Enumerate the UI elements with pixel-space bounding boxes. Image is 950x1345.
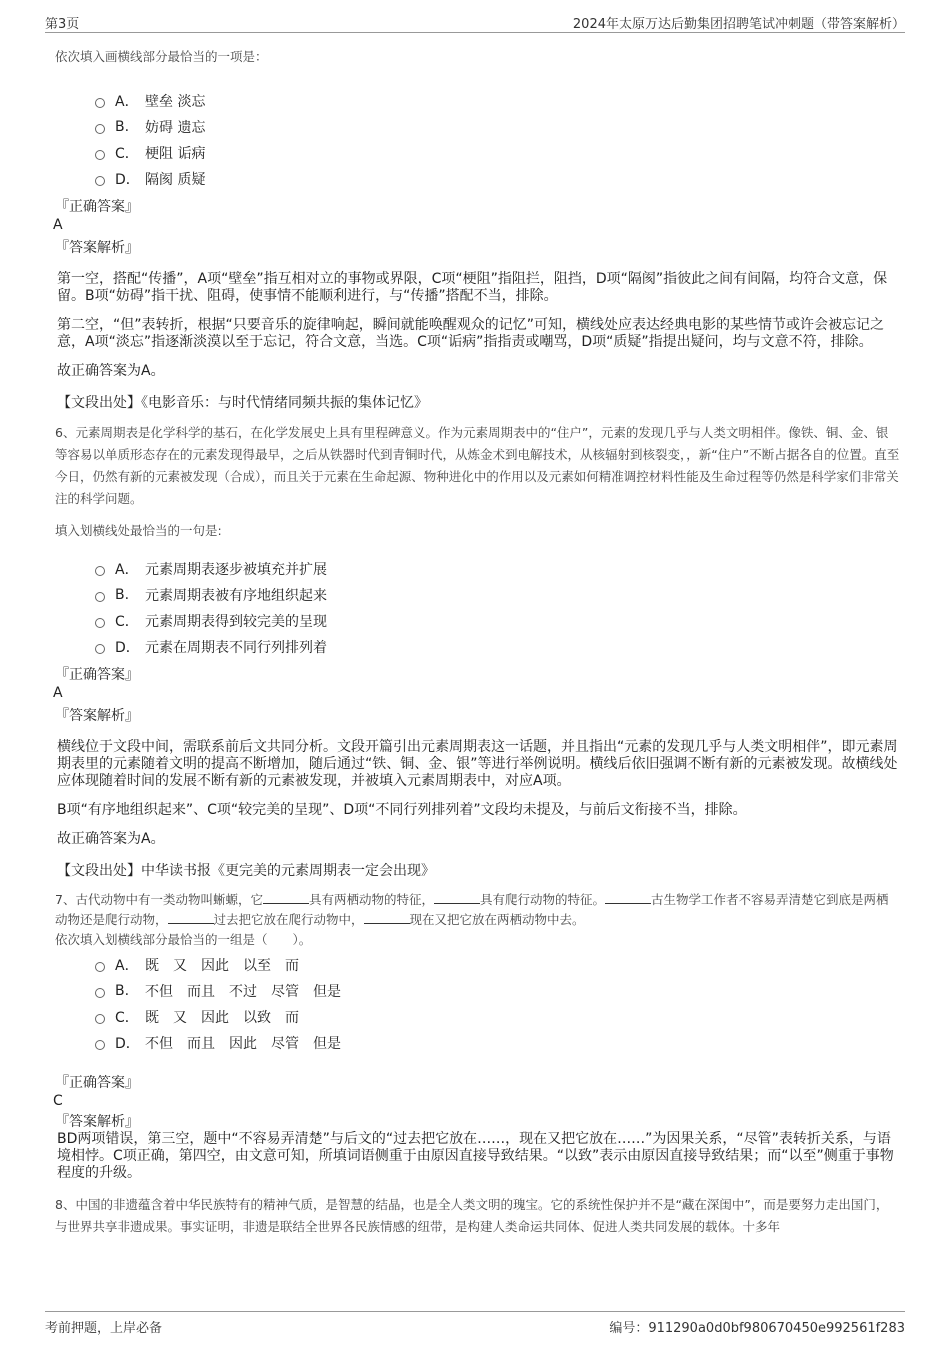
q7-option-b[interactable]: [95, 978, 900, 1004]
q6-answer-label: 『正确答案』: [55, 667, 139, 683]
q6-option-b[interactable]: [95, 582, 900, 608]
q7-analysis: BD两项错误，第三空，题中“不容易弄清楚”与后文的“过去把它放在……，现在又把它放在……”为因果关系，“尽管”表转折关系，与语境相悖。C项正确，第四空，由文意可知，所填词语侧重于由原因直接导致结果。“以致”表示由原因直接导致结果；而“以至”侧重于事物程度的升级。: [57, 1131, 894, 1181]
radio-icon[interactable]: [95, 124, 105, 134]
option-text: 梗阻 诟病: [145, 146, 206, 162]
radio-icon[interactable]: [95, 150, 105, 160]
q7-option-a[interactable]: [95, 952, 900, 978]
option-text: 壁垒 淡忘: [145, 94, 206, 110]
q7-stem-part: 具有两栖动物的特征，: [308, 892, 434, 907]
q5-options: [95, 88, 900, 192]
option-key: A．: [115, 958, 139, 974]
radio-icon[interactable]: [95, 618, 105, 628]
option-text: 元素周期表逐步被填充并扩展: [145, 562, 327, 578]
q6-source: 【文段出处】中华读书报《更完美的元素周期表一定会出现》: [57, 863, 435, 879]
q7-stem-part: 过去把它放在爬行动物中，: [213, 912, 364, 927]
q6-option-a[interactable]: [95, 556, 900, 582]
document-code: 编号：911290a0d0bf980670450e992561f283: [609, 1321, 905, 1336]
q7-option-c[interactable]: [95, 1004, 900, 1030]
q7-stem-part: 7、古代动物中有一类动物叫蜥螈，它: [55, 892, 263, 907]
fill-blank: [605, 891, 651, 904]
radio-icon[interactable]: [95, 566, 105, 576]
option-key: C．: [115, 146, 139, 162]
q7-stem-part: 现在又把它放在两栖动物中去。: [409, 912, 585, 927]
q6-stem: 6、元素周期表是化学科学的基石，在化学发展史上具有里程碑意义。作为元素周期表中的“住户”，元素的发现几乎与人类文明相伴。像铁、铜、金、银等容易以单质形态存在的元素发现得最早，之后从铁器时代到青铜时代，从炼金术到电解技术，从核辐射到核裂变，，新“住户”不断占据各自的位置。直至今日，仍然有新的元素被发现（合成），而且关于元素在生命起源、物种进化中的作用以及元素如何精准调控材料性能及生命过程等仍然是科学家们非常关注的科学问题。: [55, 425, 900, 506]
fill-blank: [364, 911, 410, 924]
option-key: C．: [115, 614, 139, 630]
radio-icon[interactable]: [95, 176, 105, 186]
q5-option-c[interactable]: [95, 140, 900, 166]
document-title: 2024年太原万达后勤集团招聘笔试冲刺题（带答案解析）: [572, 17, 905, 32]
footer-slogan: 考前押题，上岸必备: [45, 1321, 163, 1336]
radio-icon[interactable]: [95, 1014, 105, 1024]
page-number: 第3页: [45, 17, 80, 32]
q5-answer: A: [53, 217, 63, 233]
option-text: 元素周期表得到较完美的呈现: [145, 614, 327, 630]
q5-option-b[interactable]: [95, 114, 900, 140]
q7-prompt: 依次填入划横线部分最恰当的一组是（ ）。: [55, 932, 312, 947]
q5-analysis-p3: 故正确答案为A。: [57, 363, 165, 379]
q7-answer: C: [53, 1093, 63, 1109]
q7-answer-label: 『正确答案』: [55, 1075, 139, 1091]
radio-icon[interactable]: [95, 644, 105, 654]
radio-icon[interactable]: [95, 1040, 105, 1050]
option-key: B.: [115, 119, 130, 135]
q5-option-a[interactable]: [95, 88, 900, 114]
fill-blank: [263, 891, 309, 904]
q7-stem-part: 具有爬行动物的特征。: [479, 892, 605, 907]
page-header: [45, 10, 905, 33]
option-key: A．: [115, 94, 139, 110]
option-key: C．: [115, 1010, 139, 1026]
q5-analysis-p2: 第二空，“但”表转折，根据“只要音乐的旋律响起，瞬间就能唤醒观众的记忆”可知，横线处应表达经典电影的某些情节或许会被忘记之意，A项“淡忘”指逐渐淡漠以至于忘记，符合文意，当选。C项“诟病”指指责或嘲骂，D项“质疑”指提出疑问，均与文意不符，排除。: [57, 317, 885, 350]
option-text: 既 又 因此 以至 而: [145, 958, 299, 974]
q6-answer: A: [53, 685, 63, 701]
q6-prompt: 填入划横线处最恰当的一句是:: [55, 523, 222, 538]
q7-stem-part: 古生物学工作者不容易弄清楚它到底是两栖动物还是爬行动物，: [55, 892, 889, 927]
q6-options: [95, 556, 900, 660]
q8-stem: 8、中国的非遗蕴含着中华民族特有的精神气质，是智慧的结晶，也是全人类文明的瑰宝。它的系统性保护并不是“藏在深闺中”，而是要努力走出国门，与世界共享非遗成果。事实证明，非遗是联结全世界各民族情感的纽带，是构建人类命运共同体、促进人类共同发展的载体。十多年: [55, 1197, 889, 1234]
option-key: D．: [115, 640, 140, 656]
q6-analysis-p1: 横线位于文段中间，需联系前后文共同分析。文段开篇引出元素周期表这一话题，并且指出“元素的发现几乎与人类文明相伴”，即元素周期表里的元素随着文明的提高不断增加，随后通过“铁、铜、金、银”等进行举例说明。横线后依旧强调不断有新的元素被发现。故横线处应体现随着时间的发展不断有新的元素被发现，并被填入元素周期表中，对应A项。: [57, 739, 898, 789]
radio-icon[interactable]: [95, 98, 105, 108]
radio-icon[interactable]: [95, 592, 105, 602]
radio-icon[interactable]: [95, 962, 105, 972]
option-text: 妨碍 遗忘: [145, 120, 206, 136]
q5-source: 【文段出处】《电影音乐：与时代情绪同频共振的集体记忆》: [57, 395, 428, 411]
option-key: B.: [115, 587, 130, 603]
q7-options: [95, 952, 900, 1056]
page-footer: [45, 1311, 905, 1336]
option-key: B.: [115, 983, 130, 999]
fill-blank: [168, 911, 214, 924]
q5-answer-label: 『正确答案』: [55, 199, 139, 215]
radio-icon[interactable]: [95, 988, 105, 998]
q5-analysis-p1: 第一空，搭配“传播”，A项“壁垒”指互相对立的事物或界限，C项“梗阻”指阻拦，阻挡，D项“隔阂”指彼此之间有间隔，均符合文意，保留。B项“妨碍”指干扰、阻碍，使事情不能顺利进行，与“传播”搭配不当，排除。: [57, 271, 888, 304]
option-key: A．: [115, 562, 139, 578]
option-text: 不但 而且 不过 尽管 但是: [145, 984, 341, 1000]
q6-analysis-p3: 故正确答案为A。: [57, 831, 165, 847]
option-text: 既 又 因此 以致 而: [145, 1010, 299, 1026]
option-text: 隔阂 质疑: [145, 172, 206, 188]
q6-analysis-label: 『答案解析』: [55, 708, 139, 724]
option-key: D．: [115, 172, 140, 188]
q6-option-d[interactable]: [95, 634, 900, 660]
option-text: 元素周期表被有序地组织起来: [145, 588, 327, 604]
option-key: D．: [115, 1036, 140, 1052]
q5-analysis-label: 『答案解析』: [55, 240, 139, 256]
q5-prompt: 依次填入画横线部分最恰当的一项是：: [55, 49, 268, 64]
option-text: 元素在周期表不同行列排列着: [145, 640, 327, 656]
q6-analysis-p2: B项“有序地组织起来”、C项“较完美的呈现”、D项“不同行列排列着”文段均未提及，与前后文衔接不当，排除。: [57, 802, 747, 818]
q5-option-d[interactable]: [95, 166, 900, 192]
page-content: [55, 46, 900, 1238]
fill-blank: [434, 891, 480, 904]
q7-option-d[interactable]: [95, 1030, 900, 1056]
option-text: 不但 而且 因此 尽管 但是: [145, 1036, 341, 1052]
q6-option-c[interactable]: [95, 608, 900, 634]
q7-analysis-label: 『答案解析』: [55, 1114, 139, 1130]
q7-stem: [55, 890, 900, 930]
